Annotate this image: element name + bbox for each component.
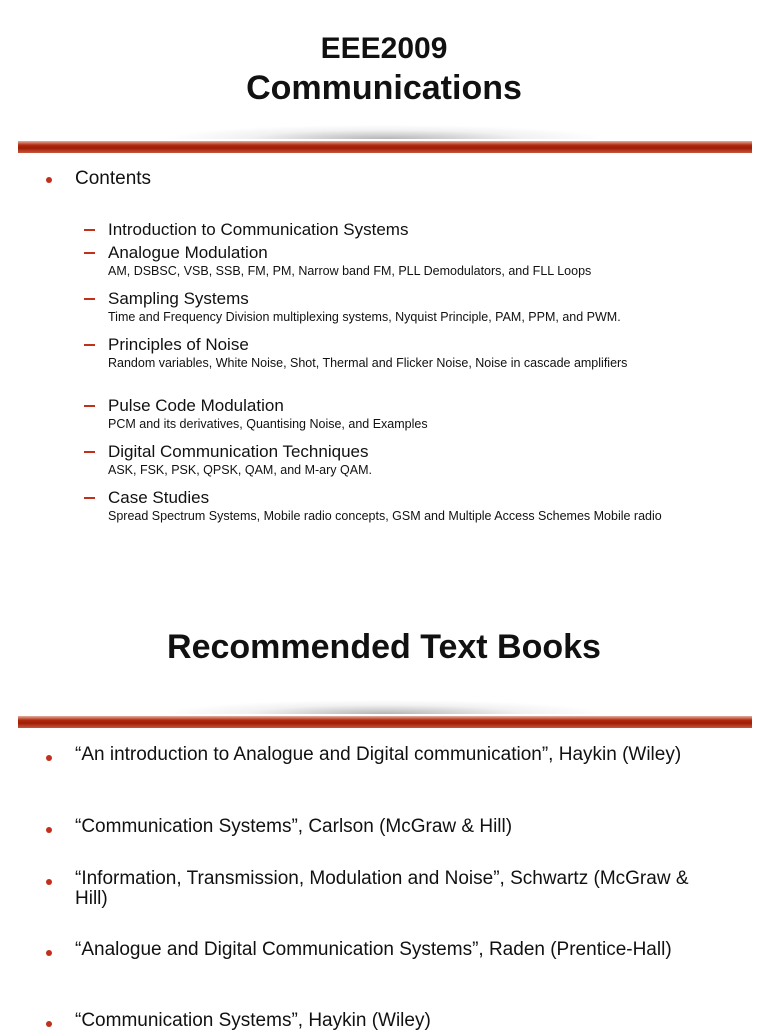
topic-detail: ASK, FSK, PSK, QPSK, QAM, and M-ary QAM. [108, 463, 372, 477]
topic-title: Case Studies [108, 488, 210, 507]
contents-heading: Contents [75, 168, 152, 189]
topic-title: Pulse Code Modulation [108, 396, 284, 415]
bullet-icon [46, 879, 52, 885]
topic-detail: Time and Frequency Division multiplexing systems, Nyquist Principle, PAM, PPM, and PWM. [108, 310, 621, 324]
slide-recommended-books [0, 560, 768, 1031]
topic-title: Digital Communication Techniques [108, 442, 369, 461]
dash-icon [84, 497, 95, 499]
dash-icon [84, 229, 95, 231]
title-divider [18, 141, 752, 153]
book-title: “Communication Systems”, Carlson (McGraw & Hill) [75, 816, 513, 837]
topic-detail: AM, DSBSC, VSB, SSB, FM, PM, Narrow band FM, PLL Demodulators, and FLL Loops [108, 264, 592, 278]
topic-title: Sampling Systems [108, 289, 249, 308]
dash-icon [84, 451, 95, 453]
dash-icon [84, 298, 95, 300]
bullet-icon [46, 1021, 52, 1027]
bullet-icon [46, 755, 52, 761]
bullet-icon [46, 950, 52, 956]
topic-detail: Random variables, White Noise, Shot, Thermal and Flicker Noise, Noise in cascade amplifiers [108, 356, 628, 370]
book-title: “Information, Transmission, Modulation and Noise”, Schwartz (McGraw & Hill) [75, 868, 689, 909]
bullet-icon [46, 827, 52, 833]
slide-title-course-name: Communications [246, 69, 522, 107]
topic-title: Principles of Noise [108, 335, 249, 354]
topic-detail: Spread Spectrum Systems, Mobile radio concepts, GSM and Multiple Access Schemes Mobile radio [108, 509, 662, 523]
topic-title: Introduction to Communication Systems [108, 220, 409, 239]
bullet-icon [46, 177, 52, 183]
book-title: “Communication Systems”, Haykin (Wiley) [75, 1010, 431, 1031]
book-title: “An introduction to Analogue and Digital communication”, Haykin (Wiley) [75, 744, 682, 765]
dash-icon [84, 405, 95, 407]
dash-icon [84, 252, 95, 254]
title-divider [18, 716, 752, 728]
topic-title: Analogue Modulation [108, 243, 268, 262]
slide-title: Recommended Text Books [167, 628, 601, 666]
slide-title-course-code: EEE2009 [320, 32, 448, 65]
book-title: “Analogue and Digital Communication Systems”, Raden (Prentice-Hall) [75, 939, 672, 960]
topic-detail: PCM and its derivatives, Quantising Noise, and Examples [108, 417, 428, 431]
dash-icon [84, 344, 95, 346]
